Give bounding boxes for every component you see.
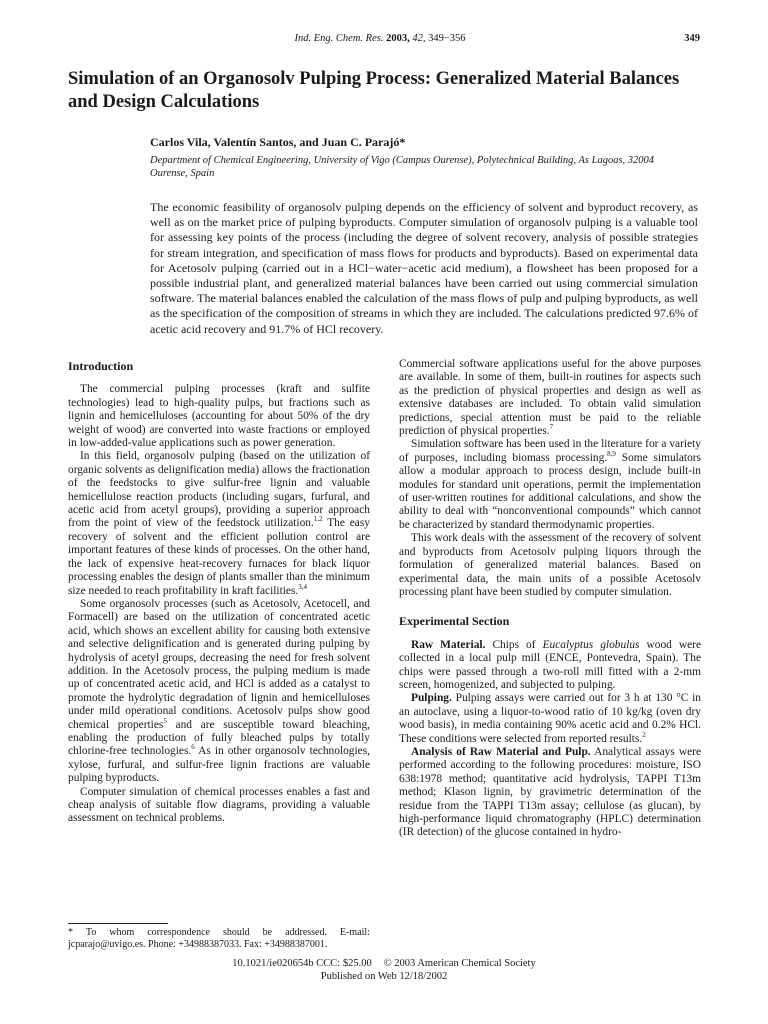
experimental-heading: Experimental Section [399, 614, 510, 629]
right-column [399, 358, 701, 840]
citation-ref: 7 [549, 423, 554, 432]
author-affiliation: Department of Chemical Engineering, University of Vigo (Campus Ourense), Polytechnical Building, As Lagoas, 32004 Ourense, Spain [150, 155, 655, 179]
journal-year: 2003, [386, 33, 410, 44]
citation-ref: 5 [163, 716, 167, 725]
right-paragraph-3: This work deals with the assessment of the recovery of solvent and byproducts from Acetosolv pulping liquors through the formulation of generalized material balances. Based on experimental data, the main units of a possible Acetosolv processing plant have been studied by computer simulation. [399, 532, 701, 598]
correspondence-footnote: * To whom correspondence should be addressed. E-mail: jcparajo@uvigo.es. Phone: +34988387033. Fax: +34988387001. [68, 927, 370, 950]
copyright-line: © 2003 American Chemical Society [383, 958, 536, 969]
citation-ref: 3,4 [298, 582, 307, 591]
citation-ref: 8,9 [607, 450, 616, 459]
pulping-paragraph: Pulping. Pulping assays were carried out for 3 h at 130 °C in an autoclave, using a liquor-to-wood ratio of 10 kg/kg (oven dry wood basis), in media containing 90% acetic acid and 0.2% HCl. These conditions were selected from reported results.$^2$ [399, 692, 701, 745]
introduction-heading: Introduction [68, 359, 134, 373]
citation-ref: 2 [642, 730, 646, 739]
abstract: The economic feasibility of organosolv pulping depends on the efficiency of solvent and byproduct recovery, as well as on the market price of pulping byproducts. Computer simulation of organosolv pulping is a valuable tool for assessing key points of the process (including the degree of solvent recovery, analysis of possible strategies for stream integration, and specification of mass flows for products and byproducts). Based on experimental data for Acetosolv pulping (carried out in a HCl−water−acetic acid medium), a flowsheet has been proposed for a possible industrial plant, and generalized material balances have been carried out using commercial simulation software. The material balances enabled the calculation of the mass flows of pulp and pulping byproducts, as well as the specification of the composition of streams in which they are included. The calculations predicted 97.6% of acetic acid recovery and 91.7% of HCl recovery. [150, 200, 698, 336]
raw-material-label: Raw Material. [411, 638, 486, 651]
page-footer [0, 957, 768, 983]
footnote-divider [68, 923, 168, 924]
citation-ref: 6 [191, 743, 195, 752]
right-paragraph-1: Commercial software applications useful for the above purposes are available. In some of them, built-in routines for aspects such as the prediction of physical properties and design as well as extensive databases are included. To obtain valid simulation predictions, special attention must be paid to the reliable prediction of physical properties.$^7$ [399, 358, 701, 438]
right-paragraph-2: Simulation software has been used in the literature for a variety of purposes, including biomass processing.$^{8,9}$ Some simulators allow a modular approach to process design, include built-in modules for standard unit operations, permit the implementation of user-written routines for additional calculations, and show the ability to deal with “nonconventional compounds” which cannot be characterized by standard thermodynamic properties. [399, 438, 701, 531]
intro-paragraph-2: In this field, organosolv pulping (based on the utilization of organic solvents as delignification media) allows the fractionation of the feedstocks to give sulfur-free lignin and valuable hemicellulose reaction products (including sugars, furfural, and acetic acid from acetyl groups), providing a superior approach from the point of view of the feedstock utilization.$^{1,2}$ The easy recovery of solvent and the efficient pollution control are important features of these kinds of processes. On the other hand, the lack of expensive heat-recovery furnaces for black liquor processing enables the design of plants smaller than the minimum size needed to reach profitability in kraft facilities.$^{3,4}$ [68, 450, 370, 597]
intro-paragraph-3: Some organosolv processes (such as Acetosolv, Acetocell, and Formacell) are based on the utilization of concentrated acetic acid, which shows an excellent ability for causing both extensive and selective delignification and is generated during pulping by hydrolysis of acetyl groups, decreasing the need for fresh solvent addition. In the Acetosolv process, the pulping medium is made up of concentrated acetic acid, and HCl is added as a catalyst to promote the hydrolytic degradation of lignin and hemicelluloses under mild operational conditions. Acetosolv pulps show good chemical properties$^5$ and are susceptible toward bleaching, enabling the production of fully bleached pulps by totally chlorine-free technologies.$^6$ As in other organosolv technologies, xylose, furfural, and sulfur-free lignin fractions are valuable pulping byproducts. [68, 597, 371, 785]
pulping-label: Pulping. [411, 692, 452, 705]
article-title: Simulation of an Organosolv Pulping Process: Generalized Material Balances and Design Calculations [68, 69, 680, 112]
page-number: 349 [684, 33, 700, 44]
published-date: Published on Web 12/18/2002 [320, 971, 448, 982]
left-column [68, 358, 370, 826]
intro-paragraph-4: Computer simulation of chemical processes enables a fast and cheap analysis of suitable flow diagrams, providing a valuable assessment on technical problems. [68, 785, 370, 825]
journal-name: Ind. Eng. Chem. Res. [294, 33, 384, 44]
author-list: Carlos Vila, Valentín Santos, and Juan C. Parajó* [150, 135, 406, 149]
running-head [60, 33, 700, 49]
citation-ref: 1,2 [313, 515, 323, 524]
doi-line: 10.1021/ie020654b CCC: $25.00 [232, 958, 372, 969]
journal-citation [60, 33, 700, 44]
raw-material-paragraph: Raw Material. Chips of Eucalyptus globulus wood were collected in a local pulp mill (ENCE, Pontevedra, Spain). The chips were passed through a two-roll mill fitted with a 2-mm screen, homogenized, and subjected to pulping. [399, 638, 701, 691]
analysis-paragraph: Analysis of Raw Material and Pulp. Analytical assays were performed according to the following procedures: moisture, ISO 638:1978 method; quantitative acid hydrolysis, TAPPI T13m method; Klason lignin, by gravimetric determination of the residue from the TAPPI T13m assay; cellulose (as glucan), by high-performance liquid chromatography (HPLC) determination (IR detection) of the glucose contained in hydro- [399, 745, 701, 839]
species-name: Eucalyptus globulus [542, 638, 640, 651]
journal-pages: 349−356 [428, 33, 466, 44]
journal-volume: 42, [412, 33, 426, 44]
intro-paragraph-1: The commercial pulping processes (kraft and sulfite technologies) lead to high-quality pulps, but fractions such as lignin and hemicelluloses (accounting for about 50% of the dry weight of wood) are converted into waste fractions or employed in low-added-value applications such as power generation. [68, 383, 370, 450]
analysis-label: Analysis of Raw Material and Pulp. [411, 745, 591, 758]
